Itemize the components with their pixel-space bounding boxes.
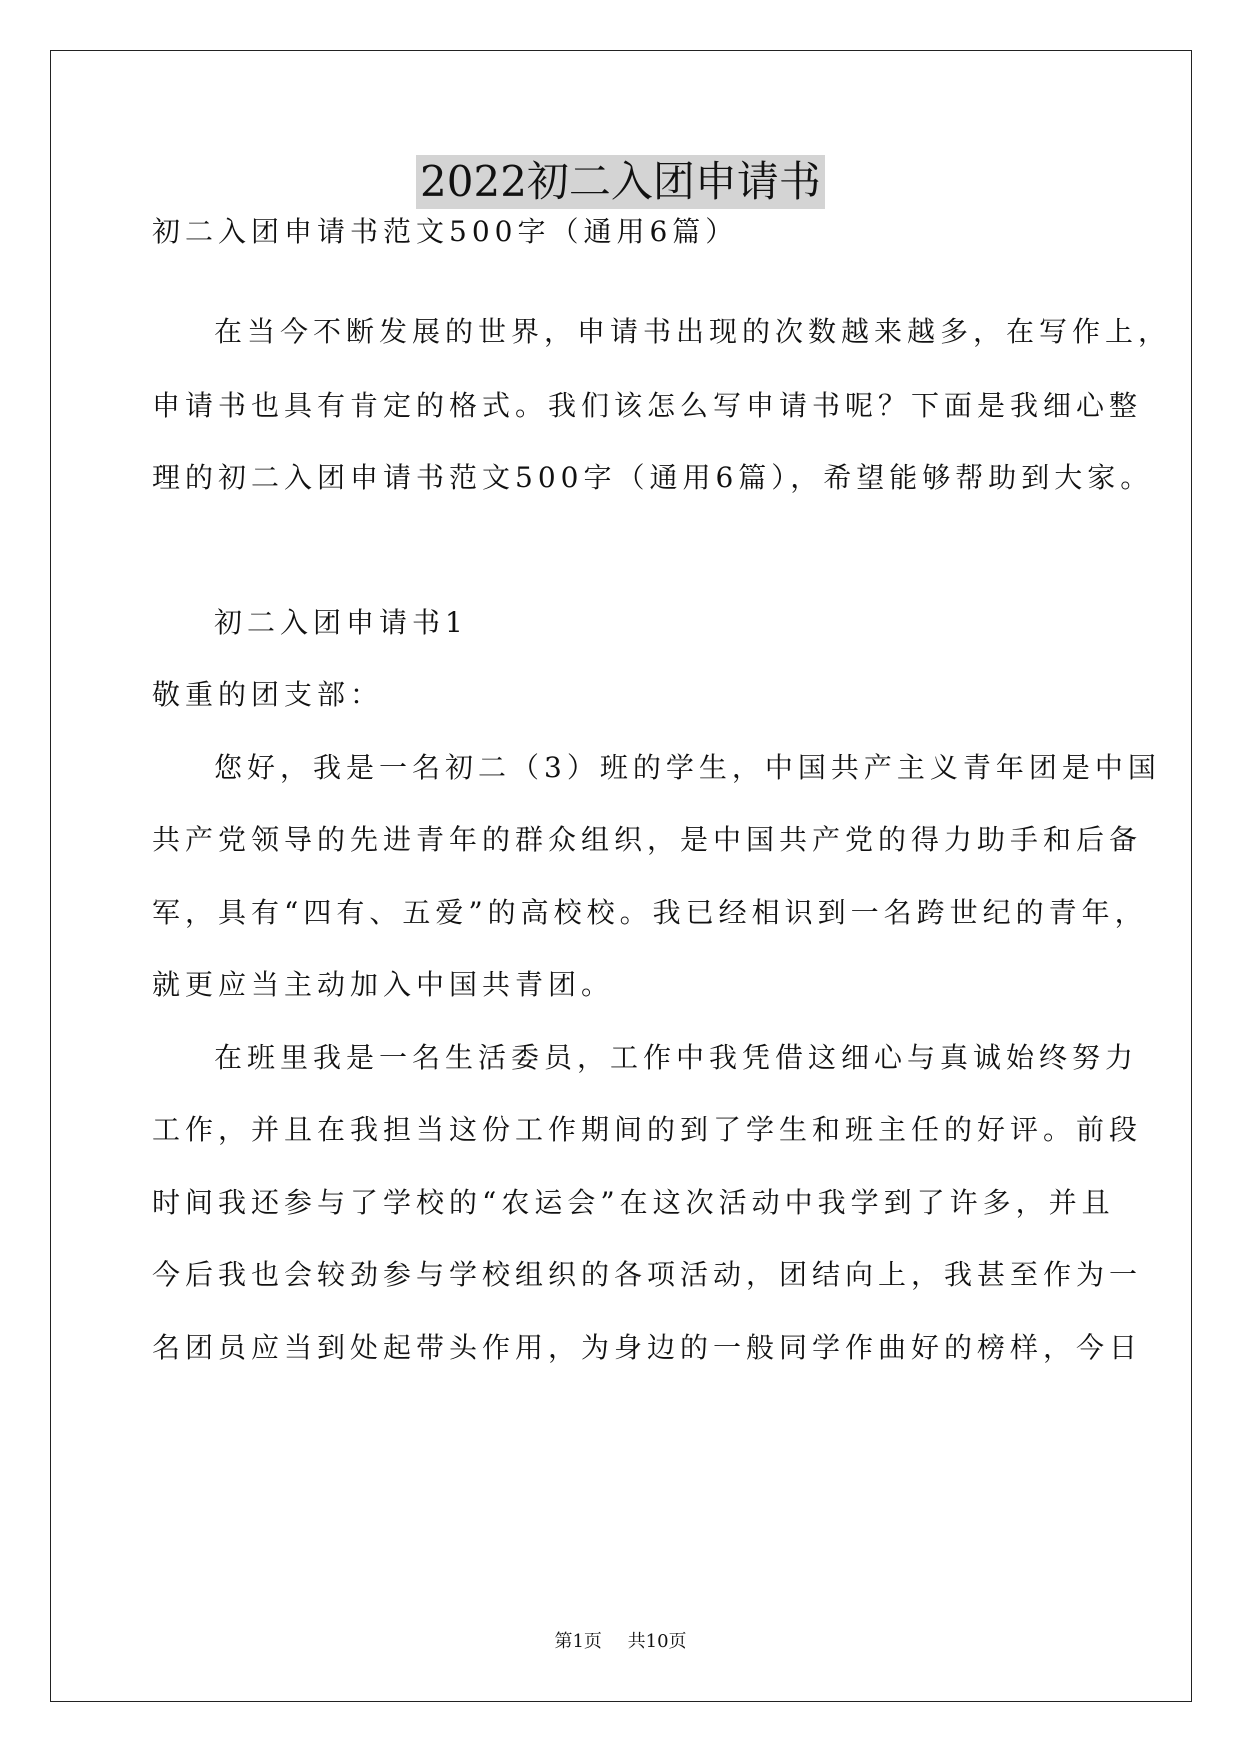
paragraph-line: 在当今不断发展的世界，申请书出现的次数越来越多，在写作上， bbox=[214, 315, 1172, 348]
page-number: 第1页 bbox=[554, 1631, 602, 1652]
paragraph-line: 理的初二入团申请书范文500字（通用6篇），希望能够帮助到大家。 bbox=[152, 461, 1154, 494]
document-title: 2022初二入团申请书 bbox=[416, 155, 825, 209]
paragraph-line: 申请书也具有肯定的格式。我们该怎么写申请书呢？下面是我细心整 bbox=[152, 389, 1143, 422]
paragraph-line: 共产党领导的先进青年的群众组织，是中国共产党的得力助手和后备 bbox=[152, 823, 1143, 856]
salutation-line: 敬重的团支部： bbox=[152, 678, 384, 711]
paragraph-line: 军，具有“四有、五爱”的高校校。我已经相识到一名跨世纪的青年， bbox=[152, 896, 1148, 929]
paragraph-line: 在班里我是一名生活委员，工作中我凭借这细心与真诚始终努力 bbox=[214, 1041, 1139, 1074]
section-heading: 初二入团申请书1 bbox=[214, 606, 468, 639]
paragraph-line: 时间我还参与了学校的“农运会”在这次活动中我学到了许多，并且 bbox=[152, 1186, 1115, 1219]
subtitle-line: 初二入团申请书范文500字（通用6篇） bbox=[152, 215, 739, 248]
paragraph-line: 今后我也会较劲参与学校组织的各项活动，团结向上，我甚至作为一 bbox=[152, 1258, 1143, 1291]
page-footer bbox=[0, 1630, 1241, 1654]
page-total: 共10页 bbox=[627, 1631, 687, 1652]
paragraph-line: 您好，我是一名初二（3）班的学生，中国共产主义青年团是中国 bbox=[214, 751, 1161, 784]
paragraph-line: 就更应当主动加入中国共青团。 bbox=[152, 968, 615, 1001]
title-container bbox=[0, 155, 1241, 209]
paragraph-line: 名团员应当到处起带头作用，为身边的一般同学作曲好的榜样，今日 bbox=[152, 1331, 1143, 1364]
paragraph-line: 工作，并且在我担当这份工作期间的到了学生和班主任的好评。前段 bbox=[152, 1113, 1143, 1146]
page-border bbox=[50, 50, 1192, 1702]
